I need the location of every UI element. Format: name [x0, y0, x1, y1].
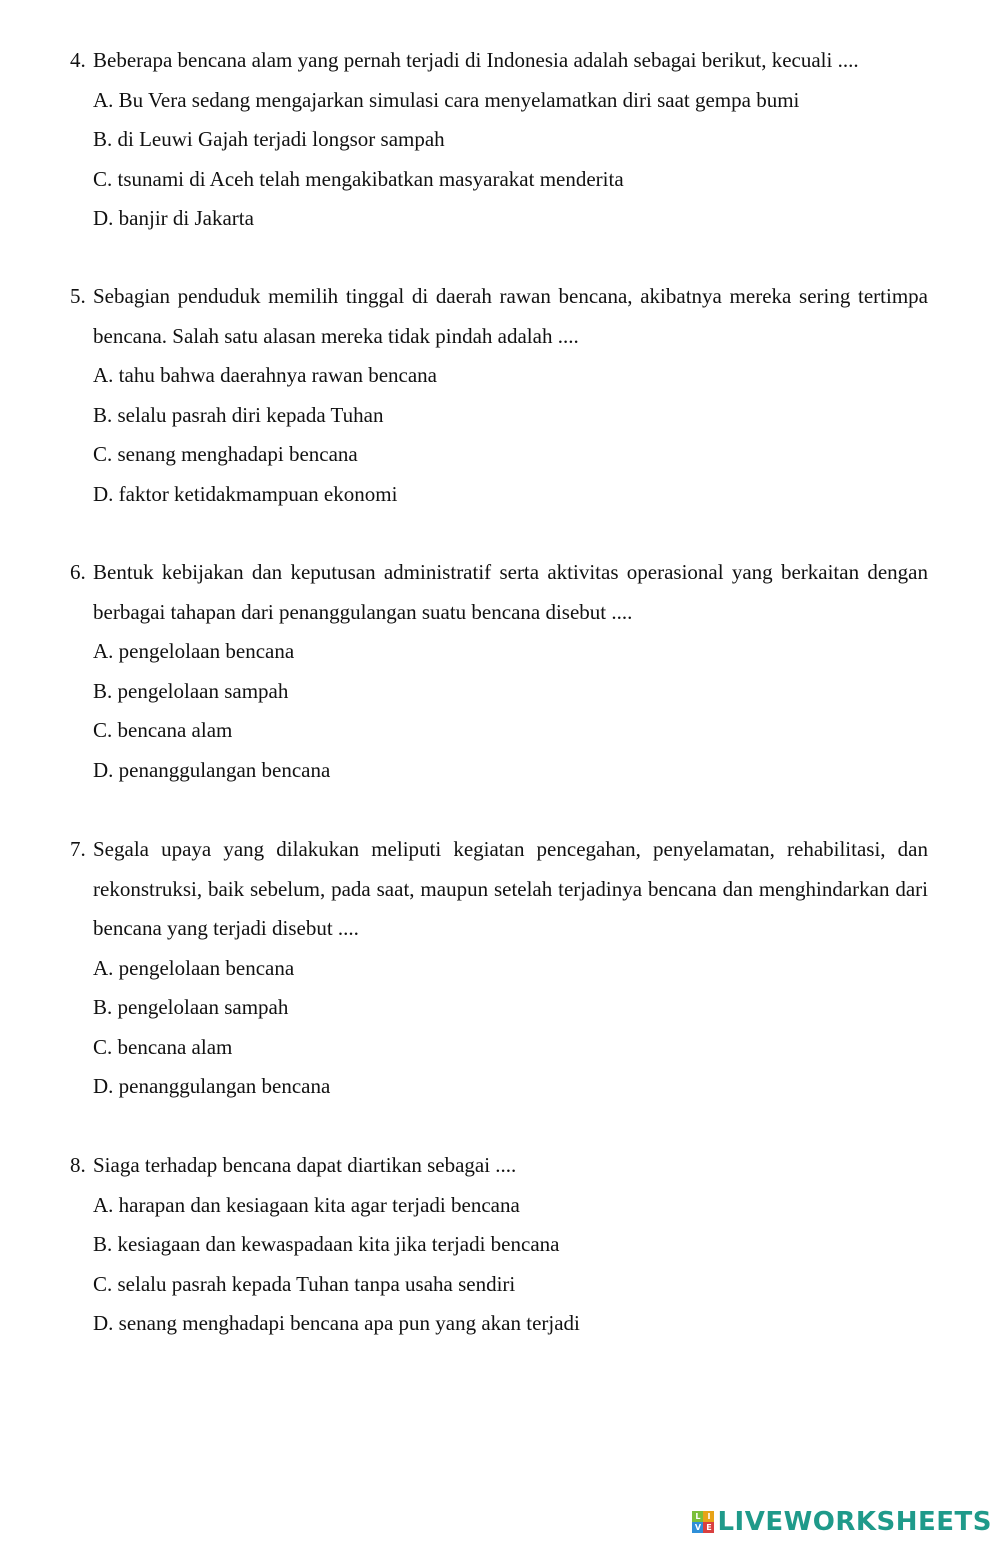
question-5-option-a[interactable]: A. tahu bahwa daerahnya rawan bencana: [93, 363, 437, 387]
question-6-option-d[interactable]: D. penanggulangan bencana: [93, 757, 331, 782]
logo-letter-l: L: [692, 1511, 703, 1522]
question-7-text: Segala upaya yang dilakukan meliputi kegiatan pencegahan, penyelamatan, rehabilitasi, dan rekonstruksi, baik sebelum, pada saat, maupun setelah terjadinya bencana dan menghindarkan dari bencana yang terjadi disebut ....: [93, 837, 928, 940]
question-5-stem: [70, 277, 928, 356]
question-6: [70, 553, 928, 790]
brand-name: LIVEWORKSHEETS: [717, 1507, 992, 1537]
question-7-stem: [70, 830, 928, 949]
question-6-option-a[interactable]: A. pengelolaan bencana: [93, 639, 295, 663]
question-4-option-d[interactable]: D. banjir di Jakarta: [93, 206, 254, 230]
question-4: [70, 41, 928, 239]
question-5-option-c[interactable]: C. senang menghadapi bencana: [93, 442, 358, 466]
question-4-option-b[interactable]: B. di Leuwi Gajah terjadi longsor sampah: [93, 127, 445, 151]
question-7-option-d[interactable]: D. penanggulangan bencana: [93, 1074, 331, 1098]
question-4-option-c[interactable]: C. tsunami di Aceh telah mengakibatkan masyarakat menderita: [93, 166, 624, 191]
question-4-option-a[interactable]: A. Bu Vera sedang mengajarkan simulasi cara menyelamatkan diri saat gempa bumi: [93, 87, 800, 112]
question-7-option-a[interactable]: A. pengelolaan bencana: [93, 955, 295, 980]
question-5-option-b[interactable]: B. selalu pasrah diri kepada Tuhan: [93, 402, 384, 427]
liveworksheets-brand[interactable]: [692, 1508, 992, 1536]
logo-letter-e: E: [703, 1522, 714, 1533]
question-8-option-a[interactable]: A. harapan dan kesiagaan kita agar terjadi bencana: [93, 1192, 520, 1217]
question-8-option-b[interactable]: B. kesiagaan dan kewaspadaan kita jika terjadi bencana: [93, 1232, 560, 1256]
question-8-text: Siaga terhadap bencana dapat diartikan sebagai ....: [93, 1153, 517, 1177]
question-7: [70, 830, 928, 1107]
question-5-option-d[interactable]: D. faktor ketidakmampuan ekonomi: [93, 481, 398, 506]
question-4-stem: [70, 41, 928, 81]
question-6-stem: [70, 553, 928, 632]
question-5-number: 5.: [70, 284, 86, 308]
question-8-number: 8.: [70, 1153, 86, 1177]
question-7-number: 7.: [70, 837, 86, 861]
question-4-number: 4.: [70, 48, 86, 72]
question-7-option-b[interactable]: B. pengelolaan sampah: [93, 995, 289, 1019]
question-6-number: 6.: [70, 560, 86, 584]
question-6-option-b[interactable]: B. pengelolaan sampah: [93, 678, 289, 703]
question-6-text: Bentuk kebijakan dan keputusan administratif serta aktivitas operasional yang berkaitan dengan berbagai tahapan dari penanggulangan suatu bencana disebut ....: [93, 560, 928, 624]
question-8-stem: [70, 1146, 928, 1186]
logo-letter-v: V: [692, 1522, 703, 1533]
liveworksheets-logo-icon: [692, 1511, 714, 1533]
question-8-option-c[interactable]: C. selalu pasrah kepada Tuhan tanpa usaha sendiri: [93, 1271, 516, 1296]
question-5-text: Sebagian penduduk memilih tinggal di daerah rawan bencana, akibatnya mereka sering tertimpa bencana. Salah satu alasan mereka tidak pindah adalah ....: [93, 284, 928, 348]
question-8-option-d[interactable]: D. senang menghadapi bencana apa pun yang akan terjadi: [93, 1311, 580, 1335]
question-6-option-c[interactable]: C. bencana alam: [93, 718, 233, 742]
question-8: [70, 1146, 928, 1344]
question-4-text: Beberapa bencana alam yang pernah terjadi di Indonesia adalah sebagai berikut, kecuali ....: [93, 48, 859, 72]
question-7-option-c[interactable]: C. bencana alam: [93, 1034, 233, 1059]
question-5: [70, 277, 928, 514]
logo-letter-i: I: [703, 1511, 714, 1522]
